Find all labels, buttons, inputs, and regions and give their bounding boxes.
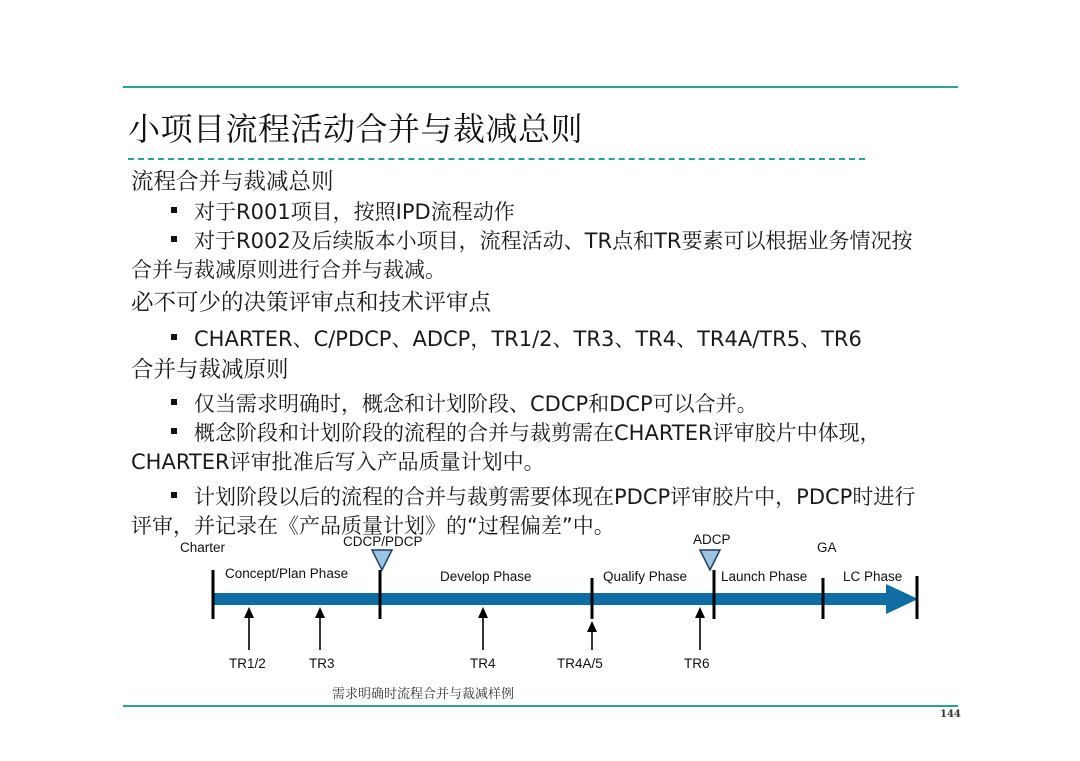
tr-label: TR1/2 bbox=[229, 656, 266, 671]
label-cdcp-pdcp: CDCP/PDCP bbox=[343, 534, 423, 549]
diagram-caption: 需求明确时流程合并与裁减样例 bbox=[332, 687, 515, 702]
tr-label: TR4 bbox=[470, 656, 496, 671]
tr-label: TR4A/5 bbox=[557, 656, 603, 671]
tr-label: TR3 bbox=[309, 656, 335, 671]
phase-label: LC Phase bbox=[843, 569, 903, 584]
decision-marker-icon bbox=[700, 550, 720, 570]
tr-arrow-icon bbox=[315, 607, 325, 650]
tr-arrow-icon bbox=[478, 607, 488, 650]
tr-arrow-icon bbox=[244, 607, 254, 650]
bottom-rule bbox=[123, 705, 958, 707]
section-heading: 必不可少的决策评审点和技术评审点 bbox=[131, 290, 492, 316]
decision-marker-icon bbox=[372, 550, 392, 570]
bullet-text: 概念阶段和计划阶段的流程的合并与裁剪需在CHARTER评审胶片中体现， bbox=[194, 421, 881, 445]
phase-label: Concept/Plan Phase bbox=[225, 566, 349, 581]
bullet-text: 仅当需求明确时，概念和计划阶段、CDCP和DCP可以合并。 bbox=[194, 392, 758, 416]
section-heading: 流程合并与裁减总则 bbox=[131, 169, 334, 195]
label-charter: Charter bbox=[180, 540, 226, 555]
page-number: 144 bbox=[940, 709, 961, 720]
bullet-continuation: 合并与裁减原则进行合并与裁减。 bbox=[131, 258, 446, 282]
bullet-text: 对于R002及后续版本小项目，流程活动、TR点和TR要素可以根据业务情况按 bbox=[194, 229, 913, 253]
tr-arrow-icon bbox=[587, 621, 597, 650]
bullet-continuation: CHARTER评审批准后写入产品质量计划中。 bbox=[131, 450, 545, 474]
timeline-arrowhead bbox=[886, 584, 918, 614]
bullet-text: 计划阶段以后的流程的合并与裁剪需要体现在PDCP评审胶片中，PDCP时进行 bbox=[194, 485, 916, 509]
section-heading: 合并与裁减原则 bbox=[131, 357, 289, 383]
tr-arrow-icon bbox=[695, 607, 705, 650]
phase-label: Qualify Phase bbox=[603, 569, 688, 584]
bullet-continuation: 评审，并记录在《产品质量计划》的“过程偏差”中。 bbox=[131, 514, 615, 538]
bullet-text: 对于R001项目，按照IPD流程动作 bbox=[194, 200, 515, 224]
label-ga: GA bbox=[817, 540, 837, 555]
timeline-bar bbox=[212, 593, 888, 605]
bullet-text: CHARTER、C/PDCP、ADCP，TR1/2、TR3、TR4、TR4A/TR5、TR6 bbox=[194, 327, 862, 351]
slide-title: 小项目流程活动合并与裁减总则 bbox=[128, 110, 584, 148]
phase-label: Develop Phase bbox=[440, 569, 532, 584]
tr-label: TR6 bbox=[684, 656, 710, 671]
label-adcp: ADCP bbox=[693, 532, 731, 547]
phase-label: Launch Phase bbox=[721, 569, 808, 584]
